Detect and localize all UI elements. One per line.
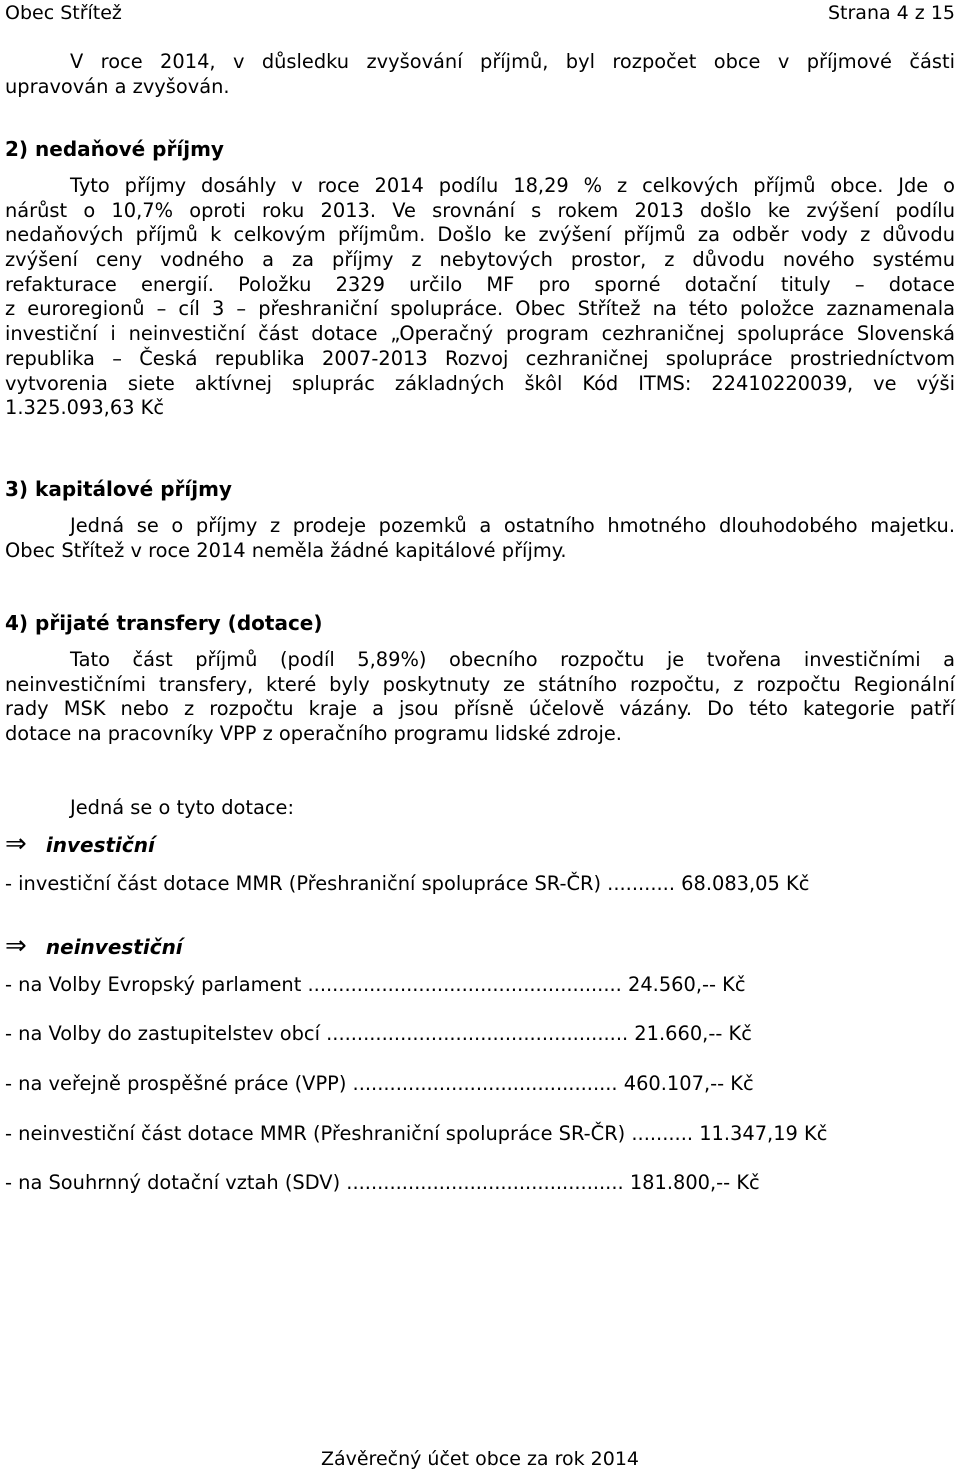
section4-paragraph — [5, 648, 955, 747]
text-line: rady MSK nebo z rozpočtu kraje a jsou přísně účelově vázány. Do této kategorie patří — [5, 697, 955, 721]
text-line: nárůst o 10,7% oproti roku 2013. Ve srovnání s rokem 2013 došlo ke zvýšení podílu — [5, 198, 955, 222]
arrow-right-icon: ⇒ — [5, 931, 27, 961]
section2-paragraph — [5, 174, 955, 421]
text-line: Obec Střítež v roce 2014 neměla žádné kapitálové příjmy. — [5, 538, 567, 562]
list-item: - na Volby Evropský parlament ................................................... 24.560,-- Kč — [5, 973, 746, 996]
page-number: Strana 4 z 15 — [827, 2, 955, 24]
text-line: V roce 2014, v důsledku zvyšování příjmů, byl rozpočet obce v příjmové části — [70, 50, 955, 73]
text-line: neinvestičními transfery, které byly poskytnuty ze státního rozpočtu, z rozpočtu Regionální — [5, 672, 955, 696]
text-line: Tato část příjmů (podíl 5,89%) obecního rozpočtu je tvořena investičními a — [70, 648, 955, 671]
list-item: - na Souhrnný dotační vztah (SDV) ............................................. 181.800,-- Kč — [5, 1171, 760, 1194]
category-label: investiční — [45, 833, 155, 857]
list-item: - investiční část dotace MMR (Přeshraniční spolupráce SR-ČR) ........... 68.083,05 Kč — [5, 872, 810, 895]
intro-paragraph — [5, 50, 955, 99]
dotace-intro: Jedná se o tyto dotace: — [70, 796, 295, 819]
section-heading-transfery: 4) přijaté transfery (dotace) — [5, 611, 323, 635]
text-line: zvýšení ceny vodného a za příjmy z nebytových prostor, z důvodu nového systému — [5, 248, 955, 272]
section-heading-nedanove: 2) nedaňové příjmy — [5, 137, 224, 161]
category-label: neinvestiční — [45, 935, 183, 959]
arrow-right-icon: ⇒ — [5, 829, 27, 859]
document-title: Obec Střítež — [5, 2, 122, 24]
text-line: investiční i neinvestiční část dotace „Operačný program cezhraničnej spolupráce Slovenská — [5, 322, 955, 346]
section3-paragraph — [5, 514, 955, 563]
text-line: refakturace energií. Položku 2329 určilo MF pro sporné dotační tituly – dotace — [5, 272, 955, 296]
list-item: - na Volby do zastupitelstev obcí ................................................. 21.660,-- Kč — [5, 1022, 752, 1045]
text-line: z euroregionů – cíl 3 – přeshraniční spolupráce. Obec Střítež na této položce zaznamenala — [5, 297, 955, 321]
list-item: - neinvestiční část dotace MMR (Přeshraniční spolupráce SR-ČR) .......... 11.347,19 Kč — [5, 1122, 828, 1145]
category-neinvesticni — [5, 931, 183, 961]
text-line: upravován a zvyšován. — [5, 74, 230, 98]
text-line: nedaňových příjmů k celkovým příjmům. Došlo ke zvýšení příjmů za odběr vody z důvodu — [5, 223, 955, 247]
text-line: Jedná se o příjmy z prodeje pozemků a ostatního hmotného dlouhodobého majetku. — [70, 514, 955, 537]
text-line: Tyto příjmy dosáhly v roce 2014 podílu 18,29 % z celkových příjmů obce. Jde o — [70, 174, 955, 197]
text-line: 1.325.093,63 Kč — [5, 396, 165, 420]
section-heading-kapitalove: 3) kapitálové příjmy — [5, 477, 232, 501]
category-investicni — [5, 829, 155, 859]
text-line: republika – Česká republika 2007-2013 Rozvoj cezhraničnej spolupráce prostriedníctvom — [5, 346, 955, 370]
page-footer: Závěrečný účet obce za rok 2014 — [320, 1448, 640, 1470]
list-item: - na veřejně prospěšné práce (VPP) ........................................... 460.107,-- Kč — [5, 1072, 754, 1095]
text-line: vytvorenia siete aktívnej spluprác základných škôl Kód ITMS: 22410220039, ve výši — [5, 371, 955, 395]
text-line: dotace na pracovníky VPP z operačního programu lidské zdroje. — [5, 722, 622, 746]
